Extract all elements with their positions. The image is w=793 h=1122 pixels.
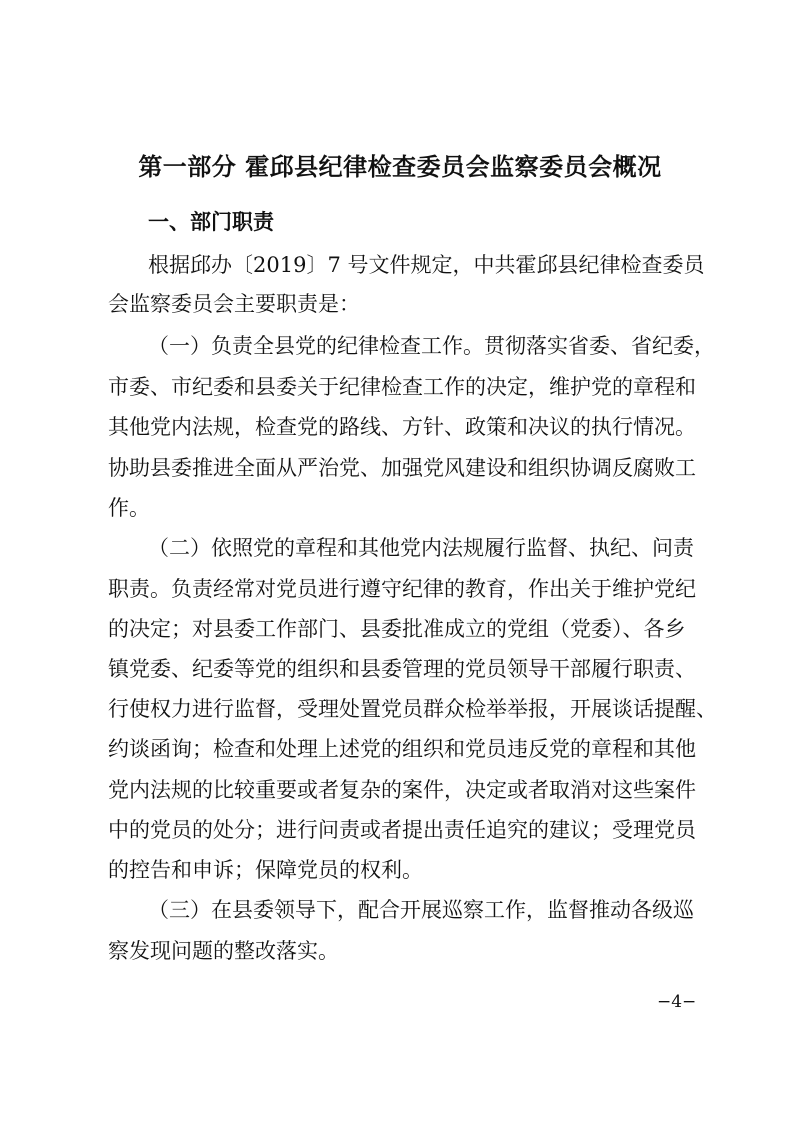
body-line: 的决定；对县委工作部门、县委批准成立的党组（党委）、各乡 (108, 617, 686, 641)
page-number: −4− (657, 992, 697, 1012)
body-line: 市委、市纪委和县委关于纪律检查工作的决定，维护党的章程和 (108, 375, 696, 399)
body-line: 职责。负责经常对党员进行遵守纪律的教育，作出关于维护党纪 (108, 577, 696, 601)
body-line: 党内法规的比较重要或者复杂的案件，决定或者取消对这些案件 (108, 778, 696, 802)
body-line: 中的党员的处分；进行问责或者提出责任追究的建议；受理党员 (108, 818, 696, 842)
body-line: （一）负责全县党的纪律检查工作。贯彻落实省委、省纪委， (148, 334, 715, 358)
body-line: 行使权力进行监督，受理处置党员群众检举举报，开展谈话提醒、 (108, 697, 717, 721)
body-line: 作。 (108, 496, 150, 520)
body-line: （三）在县委领导下，配合开展巡察工作，监督推动各级巡 (148, 898, 694, 922)
body-line: （二）依照党的章程和其他党内法规履行监督、执纪、问责 (148, 536, 694, 560)
body-line: 根据邱办〔2019〕7 号文件规定，中共霍邱县纪律检查委员 (148, 253, 705, 277)
body-line: 约谈函询；检查和处理上述党的组织和党员违反党的章程和其他 (108, 737, 696, 761)
section-heading: 一、部门职责 (148, 210, 274, 234)
page-title: 第一部分 霍邱县纪律检查委员会监察委员会概况 (138, 152, 662, 181)
body-line: 镇党委、纪委等党的组织和县委管理的党员领导干部履行职责、 (108, 657, 696, 681)
body-line: 的控告和申诉；保障党员的权利。 (108, 858, 423, 882)
body-line: 会监察委员会主要职责是： (108, 292, 360, 316)
body-line: 协助县委推进全面从严治党、加强党风建设和组织协调反腐败工 (108, 456, 696, 480)
body-line: 其他党内法规，检查党的路线、方针、政策和决议的执行情况。 (108, 415, 696, 439)
body-line: 察发现问题的整改落实。 (108, 939, 339, 963)
